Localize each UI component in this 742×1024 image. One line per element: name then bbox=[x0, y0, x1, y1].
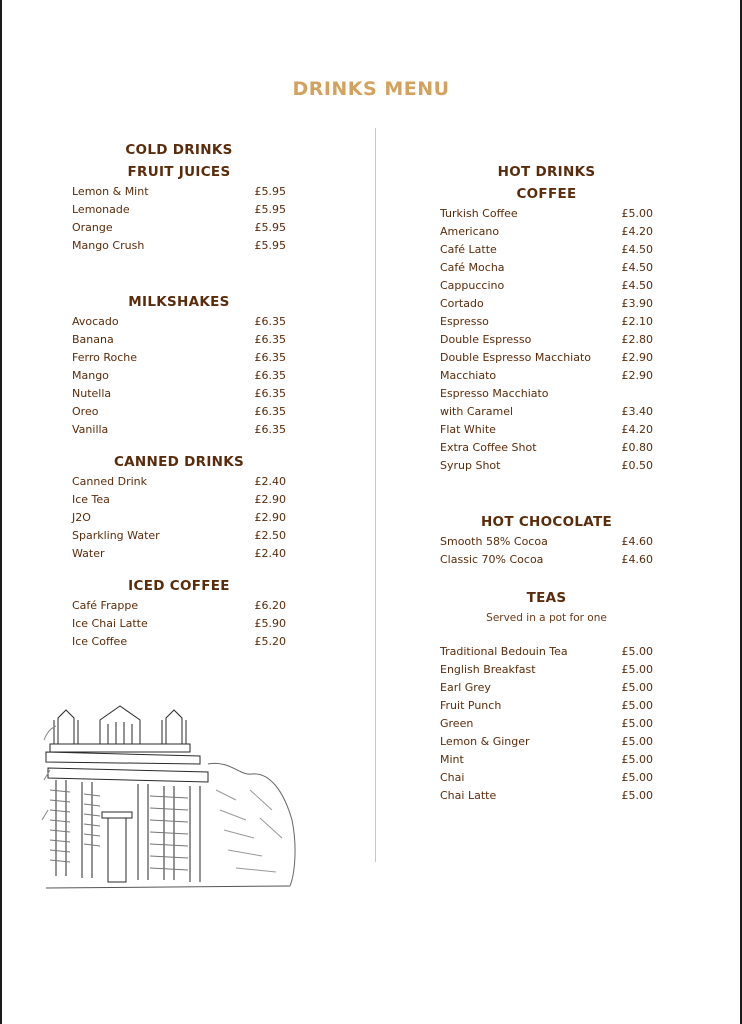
menu-item-name: Nutella bbox=[72, 387, 112, 400]
right-column bbox=[440, 161, 653, 805]
menu-item bbox=[72, 385, 286, 403]
menu-item-name: Americano bbox=[440, 225, 500, 238]
menu-item-name: Smooth 58% Cocoa bbox=[440, 535, 548, 548]
menu-item-name: Café Mocha bbox=[440, 261, 505, 274]
menu-item-price: £3.40 bbox=[621, 405, 653, 418]
menu-item-name: Oreo bbox=[72, 405, 99, 418]
menu-item bbox=[72, 183, 286, 201]
menu-item-price: £5.00 bbox=[621, 789, 653, 802]
menu-item bbox=[440, 661, 653, 679]
menu-item bbox=[440, 385, 653, 403]
menu-item bbox=[72, 473, 286, 491]
menu-item bbox=[72, 367, 286, 385]
menu-item-name: Turkish Coffee bbox=[440, 207, 518, 220]
left-column bbox=[72, 139, 286, 651]
menu-item bbox=[440, 349, 653, 367]
menu-item-price: £5.00 bbox=[621, 771, 653, 784]
menu-item bbox=[72, 615, 286, 633]
menu-item-name: Cortado bbox=[440, 297, 484, 310]
milkshakes-heading: MILKSHAKES bbox=[128, 294, 230, 310]
menu-item-name: Cappuccino bbox=[440, 279, 505, 292]
coffee-heading: COFFEE bbox=[516, 186, 577, 202]
menu-item bbox=[72, 597, 286, 615]
menu-item bbox=[72, 331, 286, 349]
menu-item bbox=[72, 201, 286, 219]
menu-item bbox=[440, 533, 653, 551]
menu-item-name: Canned Drink bbox=[72, 475, 148, 488]
menu-item-price: £6.35 bbox=[254, 423, 286, 436]
menu-item bbox=[440, 277, 653, 295]
canned-drinks-heading: CANNED DRINKS bbox=[113, 454, 245, 470]
menu-item bbox=[440, 457, 653, 475]
menu-item-name: Extra Coffee Shot bbox=[440, 441, 537, 454]
teas-note: Served in a pot for one bbox=[486, 612, 607, 624]
menu-item-name: Double Espresso Macchiato bbox=[440, 351, 592, 364]
page-title: DRINKS MENU bbox=[292, 78, 450, 100]
menu-item-price: £2.10 bbox=[621, 315, 653, 328]
menu-item-price: £2.40 bbox=[254, 547, 286, 560]
menu-item-price: £4.20 bbox=[621, 423, 653, 436]
menu-item-name: Classic 70% Cocoa bbox=[440, 553, 544, 566]
menu-item bbox=[440, 367, 653, 385]
menu-item bbox=[440, 769, 653, 787]
menu-item-name: Ferro Roche bbox=[72, 351, 137, 364]
column-divider bbox=[375, 128, 376, 862]
menu-item-name: Fruit Punch bbox=[440, 699, 502, 712]
menu-item-name: with Caramel bbox=[440, 405, 514, 418]
menu-item bbox=[72, 633, 286, 651]
cold-drinks-heading: COLD DRINKS bbox=[125, 142, 233, 158]
menu-item bbox=[72, 527, 286, 545]
menu-item-price: £2.80 bbox=[621, 333, 653, 346]
menu-item bbox=[72, 349, 286, 367]
menu-item-name: Lemon & Ginger bbox=[440, 735, 530, 748]
menu-item-price: £2.90 bbox=[621, 351, 653, 364]
menu-item-price: £5.95 bbox=[254, 239, 286, 252]
hot-drinks-heading: HOT DRINKS bbox=[497, 164, 596, 180]
menu-item-name: Syrup Shot bbox=[440, 459, 501, 472]
menu-item-price: £5.95 bbox=[254, 221, 286, 234]
menu-item-price: £4.60 bbox=[621, 535, 653, 548]
menu-item-name: Mango Crush bbox=[72, 239, 145, 252]
menu-item bbox=[440, 643, 653, 661]
menu-item bbox=[440, 439, 653, 457]
iced-coffee-list bbox=[72, 597, 286, 651]
menu-item-name: Macchiato bbox=[440, 369, 497, 382]
menu-item bbox=[440, 205, 653, 223]
menu-item bbox=[72, 219, 286, 237]
menu-item-price: £6.35 bbox=[254, 369, 286, 382]
menu-item-name: Espresso Macchiato bbox=[440, 387, 549, 400]
teas-heading: TEAS bbox=[526, 590, 567, 606]
menu-item bbox=[72, 509, 286, 527]
menu-item-price: £6.35 bbox=[254, 351, 286, 364]
hot-chocolate-heading: HOT CHOCOLATE bbox=[480, 514, 613, 530]
menu-item bbox=[440, 715, 653, 733]
petra-treasury-sketch-icon bbox=[40, 700, 302, 900]
iced-coffee-heading: ICED COFFEE bbox=[128, 578, 230, 594]
menu-item bbox=[440, 787, 653, 805]
menu-item-price: £5.00 bbox=[621, 735, 653, 748]
menu-item bbox=[440, 259, 653, 277]
menu-item-price: £5.00 bbox=[621, 699, 653, 712]
menu-item bbox=[72, 313, 286, 331]
menu-item bbox=[440, 295, 653, 313]
fruit-juices-list bbox=[72, 183, 286, 255]
menu-item-name: Banana bbox=[72, 333, 114, 346]
menu-item-price: £2.90 bbox=[254, 493, 286, 506]
menu-item-name: Café Latte bbox=[440, 243, 497, 256]
menu-item-price: £0.80 bbox=[621, 441, 653, 454]
menu-item-name: Café Frappe bbox=[72, 599, 139, 612]
menu-item bbox=[440, 331, 653, 349]
page-edge-left bbox=[0, 0, 2, 1024]
menu-item bbox=[440, 679, 653, 697]
menu-item-price: £6.20 bbox=[254, 599, 286, 612]
menu-item bbox=[72, 491, 286, 509]
menu-item bbox=[440, 421, 653, 439]
menu-item-price: £5.00 bbox=[621, 717, 653, 730]
menu-item bbox=[72, 403, 286, 421]
menu-item-name: Espresso bbox=[440, 315, 489, 328]
menu-item-name: Lemonade bbox=[72, 203, 130, 216]
menu-item-price: £4.20 bbox=[621, 225, 653, 238]
coffee-list bbox=[440, 205, 653, 475]
menu-item-name: J2O bbox=[72, 511, 91, 524]
menu-item bbox=[440, 697, 653, 715]
menu-item-name: Avocado bbox=[72, 315, 119, 328]
menu-item-price: £6.35 bbox=[254, 315, 286, 328]
menu-item-price: £2.90 bbox=[621, 369, 653, 382]
menu-item-price: £5.00 bbox=[621, 753, 653, 766]
menu-item-price: £5.90 bbox=[254, 617, 286, 630]
menu-item bbox=[72, 545, 286, 563]
teas-list bbox=[440, 643, 653, 805]
menu-item-price: £5.95 bbox=[254, 203, 286, 216]
menu-item-name: Ice Tea bbox=[72, 493, 110, 506]
menu-item-price: £5.00 bbox=[621, 207, 653, 220]
menu-item-price: £3.90 bbox=[621, 297, 653, 310]
menu-item-name: Flat White bbox=[440, 423, 496, 436]
menu-item-name: Green bbox=[440, 717, 474, 730]
menu-item-name: English Breakfast bbox=[440, 663, 536, 676]
canned-drinks-list bbox=[72, 473, 286, 563]
menu-item-name: Traditional Bedouin Tea bbox=[440, 645, 568, 658]
menu-item bbox=[72, 237, 286, 255]
menu-item-price: £4.50 bbox=[621, 243, 653, 256]
menu-item bbox=[72, 421, 286, 439]
menu-item-price: £5.00 bbox=[621, 645, 653, 658]
menu-item bbox=[440, 403, 653, 421]
menu-item-price: £5.20 bbox=[254, 635, 286, 648]
menu-item-name: Ice Coffee bbox=[72, 635, 128, 648]
menu-item-name: Earl Grey bbox=[440, 681, 491, 694]
menu-item-price: £4.50 bbox=[621, 261, 653, 274]
hot-chocolate-list bbox=[440, 533, 653, 569]
menu-item-name: Ice Chai Latte bbox=[72, 617, 148, 630]
menu-item-price: £5.95 bbox=[254, 185, 286, 198]
menu-item bbox=[440, 751, 653, 769]
menu-item-name: Orange bbox=[72, 221, 113, 234]
menu-item bbox=[440, 733, 653, 751]
menu-item bbox=[440, 551, 653, 569]
menu-item-name: Chai Latte bbox=[440, 789, 497, 802]
menu-item bbox=[440, 223, 653, 241]
menu-item-name: Lemon & Mint bbox=[72, 185, 149, 198]
menu-item-price: £2.90 bbox=[254, 511, 286, 524]
menu-item-price: £2.50 bbox=[254, 529, 286, 542]
menu-item-price: £2.40 bbox=[254, 475, 286, 488]
menu-item-name: Water bbox=[72, 547, 105, 560]
menu-item-price: £5.00 bbox=[621, 681, 653, 694]
menu-item-price: £4.60 bbox=[621, 553, 653, 566]
menu-item-name: Double Espresso bbox=[440, 333, 532, 346]
menu-item-name: Mango bbox=[72, 369, 109, 382]
menu-item-price: £5.00 bbox=[621, 663, 653, 676]
menu-item-name: Mint bbox=[440, 753, 464, 766]
fruit-juices-heading: FRUIT JUICES bbox=[127, 164, 231, 180]
menu-item-price: £6.35 bbox=[254, 333, 286, 346]
menu-item-name: Chai bbox=[440, 771, 465, 784]
menu-item bbox=[440, 241, 653, 259]
menu-item-name: Sparkling Water bbox=[72, 529, 160, 542]
menu-item-price: £0.50 bbox=[621, 459, 653, 472]
milkshakes-list bbox=[72, 313, 286, 439]
menu-item-price: £6.35 bbox=[254, 405, 286, 418]
menu-item-price: £6.35 bbox=[254, 387, 286, 400]
menu-item-price: £4.50 bbox=[621, 279, 653, 292]
menu-item-name: Vanilla bbox=[72, 423, 109, 436]
menu-item bbox=[440, 313, 653, 331]
